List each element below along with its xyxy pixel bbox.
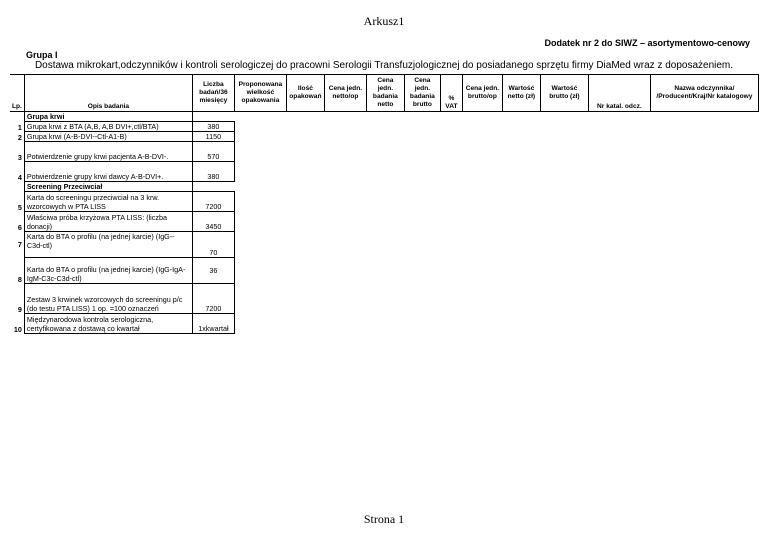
row-number: 4 [10, 162, 24, 182]
row-count: 36 [192, 258, 234, 284]
section-row [10, 112, 758, 122]
header-cena-netto-op: Cena jedn. netto/op [324, 75, 366, 112]
section-row [10, 182, 758, 192]
section-label-grupa-krwi: Grupa krwi [24, 112, 192, 122]
table-row [10, 258, 758, 284]
row-count: 570 [192, 142, 234, 162]
row-description: Karta do BTA o profilu (na jednej karcie) (IgG--C3d-ctl) [24, 232, 192, 258]
table-row [10, 232, 758, 258]
row-count: 70 [192, 232, 234, 258]
row-number: 3 [10, 142, 24, 162]
row-description: Karta do BTA o profilu (na jednej karcie) (IgG-IgA-IgM-C3c-C3d-ctl) [24, 258, 192, 284]
pricing-table [10, 74, 759, 334]
row-description: Potwierdzenie grupy krwi dawcy A-B-DVI+. [24, 162, 192, 182]
header-cena-brutto-op: Cena jedn. brutto/op [462, 75, 502, 112]
row-count: 380 [192, 162, 234, 182]
row-description: Grupa krwi (A-B-DVI--Ctl-A1-B) [24, 132, 192, 142]
row-number: 5 [10, 192, 24, 212]
header-cena-badania-netto: Cena jedn. badania netto [366, 75, 404, 112]
table-row [10, 212, 758, 232]
header-proponowana: Proponowana wielkość opakowania [234, 75, 286, 112]
table-row [10, 314, 758, 334]
header-nazwa: Nazwa odczynnika/ /Producent/Kraj/Nr katalogowy [650, 75, 758, 112]
header-opis: Opis badania [24, 75, 192, 112]
row-number: 10 [10, 314, 24, 334]
row-description: Międzynarodowa kontrola serologiczna, certyfikowana z dostawą co kwartał [24, 314, 192, 334]
page-footer: Strona 1 [363, 512, 405, 526]
row-description: Karta do screeningu przeciwciał na 3 krw. wzorcowych w PTA LISS [24, 192, 192, 212]
row-count: 1xkwartał [192, 314, 234, 334]
row-number: 6 [10, 212, 24, 232]
row-description: Właściwa próba krzyżowa PTA LISS: (liczba donacji) [24, 212, 192, 232]
table-row [10, 132, 758, 142]
row-number: 8 [10, 258, 24, 284]
table-row [10, 284, 758, 314]
row-number: 7 [10, 232, 24, 258]
section-label-screening: Screening Przeciwciał [24, 182, 192, 192]
header-wartosc-brutto: Wartość brutto (zł) [540, 75, 588, 112]
row-number: 1 [10, 122, 24, 132]
table-header-row [10, 75, 758, 112]
header-liczba: Liczba badań/36 miesięcy [192, 75, 234, 112]
row-number: 2 [10, 132, 24, 142]
document-subtitle: Dostawa mikrokart,odczynników i kontroli serologiczej do pracowni Serologii Transfuzjologicznej do posiadanego sprzętu firmy DiaMed wraz z doposażeniem. [34, 60, 734, 71]
sheet-title: Arkusz1 [363, 14, 405, 28]
row-description: Grupa krwi z BTA (A,B, A,B DVI+,ctl/BTA) [24, 122, 192, 132]
row-count: 380 [192, 122, 234, 132]
row-count: 1150 [192, 132, 234, 142]
row-number: 9 [10, 284, 24, 314]
header-nr-katal: Nr katal. odcz. [588, 75, 650, 112]
row-description: Potwierdzenie grupy krwi pacjenta A-B-DVI-. [24, 142, 192, 162]
row-description: Zestaw 3 krwinek wzorcowych do screeningu p/c (do testu PTA LISS) 1 op. =100 oznaczeń [24, 284, 192, 314]
row-count: 7200 [192, 192, 234, 212]
row-count: 7200 [192, 284, 234, 314]
table-row [10, 142, 758, 162]
header-wartosc-netto: Wartość netto (zł) [502, 75, 540, 112]
table-row [10, 192, 758, 212]
header-lp: Lp. [10, 75, 24, 112]
header-vat: % VAT [440, 75, 462, 112]
header-ilosc: Ilość opakowań [286, 75, 324, 112]
addendum-label: Dodatek nr 2 do SIWZ – asortymentowo-cenowy [544, 38, 750, 48]
table-row [10, 122, 758, 132]
table-row [10, 162, 758, 182]
group-label: Grupa I [26, 50, 58, 60]
row-count: 3450 [192, 212, 234, 232]
header-cena-badania-brutto: Cena jedn. badania brutto [404, 75, 440, 112]
